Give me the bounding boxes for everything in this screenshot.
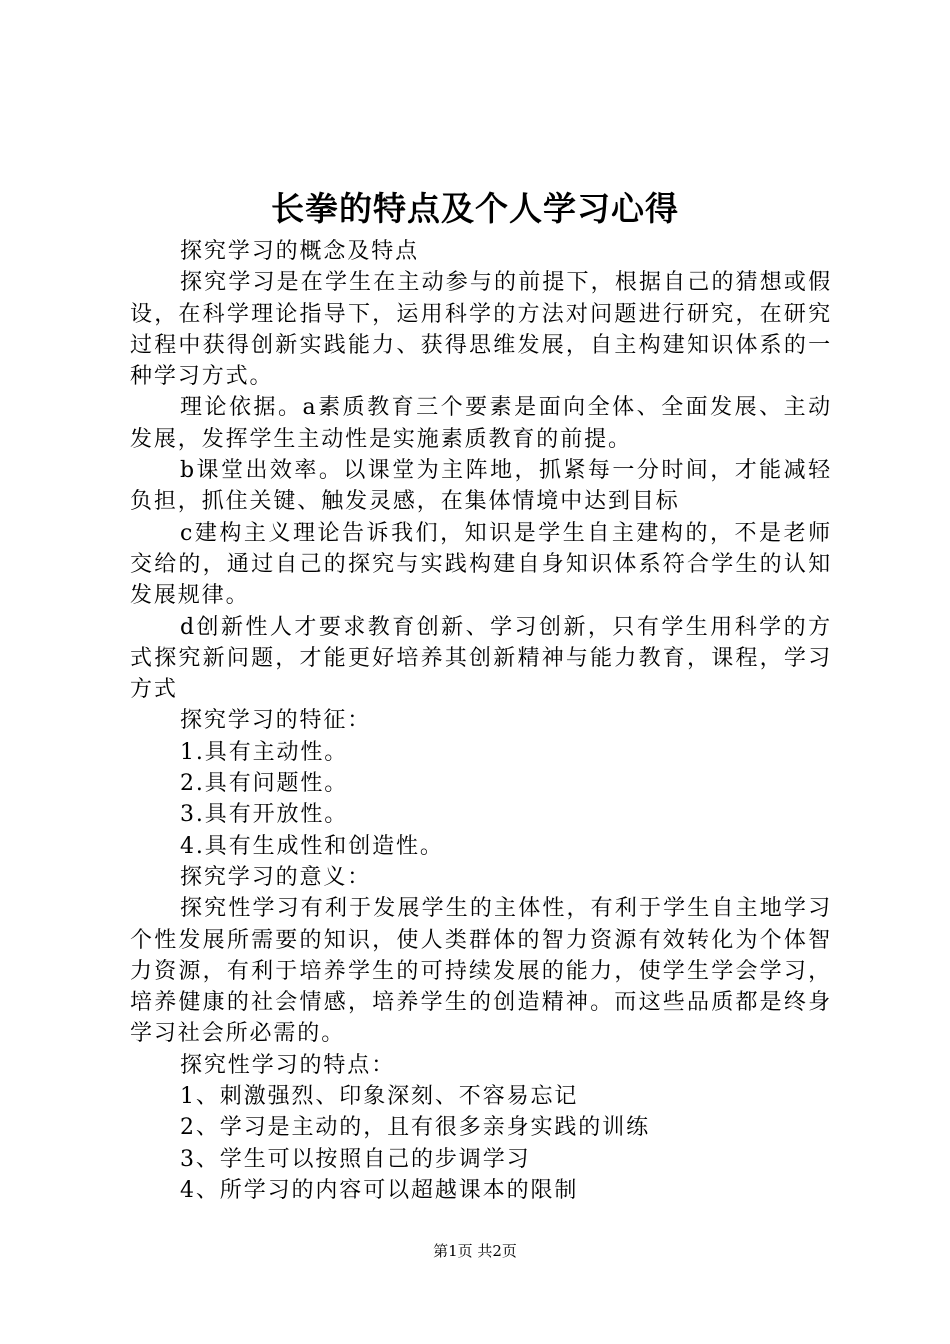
list-item-7: 3、学生可以按照自己的步调学习 [180,1146,531,1172]
paragraph-6: d创新性人才要求教育创新、学习创新，只有学生用科学的方式探究新问题，才能更好培养其创新精神与能力教育，课程，学习方式 [130,614,832,703]
paragraph-5: c建构主义理论告诉我们，知识是学生自主建构的，不是老师交给的，通过自己的探究与实践构建自身知识体系符合学生的认知发展规律。 [130,520,832,609]
document-body [130,236,832,1206]
paragraph-4: b课堂出效率。以课堂为主阵地，抓紧每一分时间，才能减轻负担，抓住关键、触发灵感，在集体情境中达到目标 [130,458,832,515]
page-indicator: 第1页 共2页 [433,1242,517,1260]
paragraph-1: 探究学习的概念及特点 [180,239,420,264]
list-item-4: 4.具有生成性和创造性。 [180,833,444,859]
paragraph-14: 探究性学习的特点： [180,1052,396,1078]
list-item-3: 3.具有开放性。 [180,802,349,828]
paragraph-13: 探究性学习有利于发展学生的主体性，有利于学生自主地学习个性发展所需要的知识，使人类群体的智力资源有效转化为个体智力资源，有利于培养学生的可持续发展的能力，使学生学会学习，培养健康的社会情感，培养学生的创造精神。而这些品质都是终身学习社会所必需的。 [130,896,832,1047]
paragraph-12: 探究学习的意义： [180,864,372,890]
page-footer [0,1240,950,1262]
list-item-2: 2.具有问题性。 [180,771,349,797]
paragraph-7: 探究学习的特征： [180,708,372,734]
paragraph-2: 探究学习是在学生在主动参与的前提下，根据自己的猜想或假设，在科学理论指导下，运用科学的方法对问题进行研究，在研究过程中获得创新实践能力、获得思维发展，自主构建知识体系的一种学习方式。 [130,270,832,390]
list-item-8: 4、所学习的内容可以超越课本的限制 [180,1177,579,1203]
paragraph-3: 理论依据。a素质教育三个要素是面向全体、全面发展、主动发展，发挥学生主动性是实施素质教育的前提。 [130,395,832,452]
list-item-1: 1.具有主动性。 [180,739,349,765]
list-item-5: 1、刺激强烈、印象深刻、不容易忘记 [180,1084,579,1110]
list-item-6: 2、学习是主动的，且有很多亲身实践的训练 [180,1115,650,1141]
document-title: 长拳的特点及个人学习心得 [271,189,679,228]
